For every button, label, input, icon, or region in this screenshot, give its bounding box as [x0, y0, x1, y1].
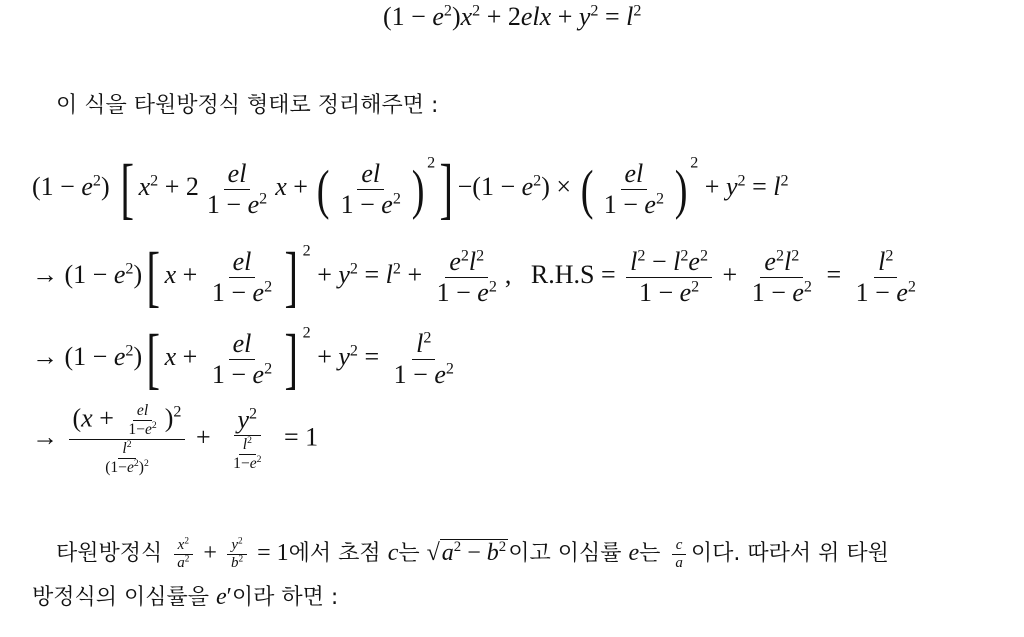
- equation-line-4: → (x + $\frac{el}{1-e^2}$ )$^2$ $\frac{l^2}{(1-e^2)^2}$ + $\frac{y^2}{\frac{l^2}{1-e^2}}$ = 1: [32, 402, 319, 476]
- closing-part-3: 는: [398, 541, 420, 566]
- closing-line-1: 타원방정식 $\frac{x^2}{a^2}$ + $\frac{y^2}{b^2}$ = 1에서 초점 c는 $√a^2 - b^2$이고 이심률 e는 $\frac{c}{a}$ 이다. 따라서 위 타원: [56, 536, 889, 571]
- closing-part-5: 는: [639, 541, 661, 566]
- equation-line-1: $(1 - e^2)$ [ $x^2 + 2$ $\frac{el}{1 - e^2}$ x + ( $\frac{el}{1 - e^2}$ ) $^2] -(1 - e^2)$ × ( $\frac{el}{1 - e^2}$ ) $^2 + y^2 = l^2$: [32, 151, 789, 226]
- closing-line-2-end: 이라 하면 :: [231, 585, 339, 610]
- closing-line-2: 방정식의 이심률을 e′이라 하면 :: [32, 584, 339, 610]
- closing-part-2: 에서 초점: [288, 541, 381, 566]
- closing-part-1: 타원방정식: [56, 541, 163, 566]
- intro-text: 이 식을 타원방정식 형태로 정리해주면 :: [56, 93, 439, 118]
- rhs-label: R.H.S: [530, 259, 595, 289]
- closing-line-2-start: 방정식의 이심률을: [32, 585, 210, 610]
- closing-part-4: 이고 이심률: [508, 541, 622, 566]
- top-equation: $(1 - e^2)x^2 + 2elx + y^2 = l^2$: [383, 2, 642, 31]
- equation-line-2: → $(1 - e^2)$[ x + $\frac{el}{1 - e^2}$ ] $^2 + y^2 = l^2$ + $\frac{e^2l^2}{1 - e^2}$ , R.H.S = $\frac{l^2 - l^2e^2}{1 - e^2}$ + $\frac{e^2l^2}{1 - e^2}$ = $\frac{l^2}{1 - e^2}$: [32, 239, 916, 314]
- closing-part-6: 이다. 따라서 위 타원: [690, 541, 889, 566]
- equation-line-3: → $(1 - e^2)$[ x + $\frac{el}{1 - e^2}$ ] $^2 + y^2$ = $\frac{l^2}{1 - e^2}$: [32, 321, 454, 396]
